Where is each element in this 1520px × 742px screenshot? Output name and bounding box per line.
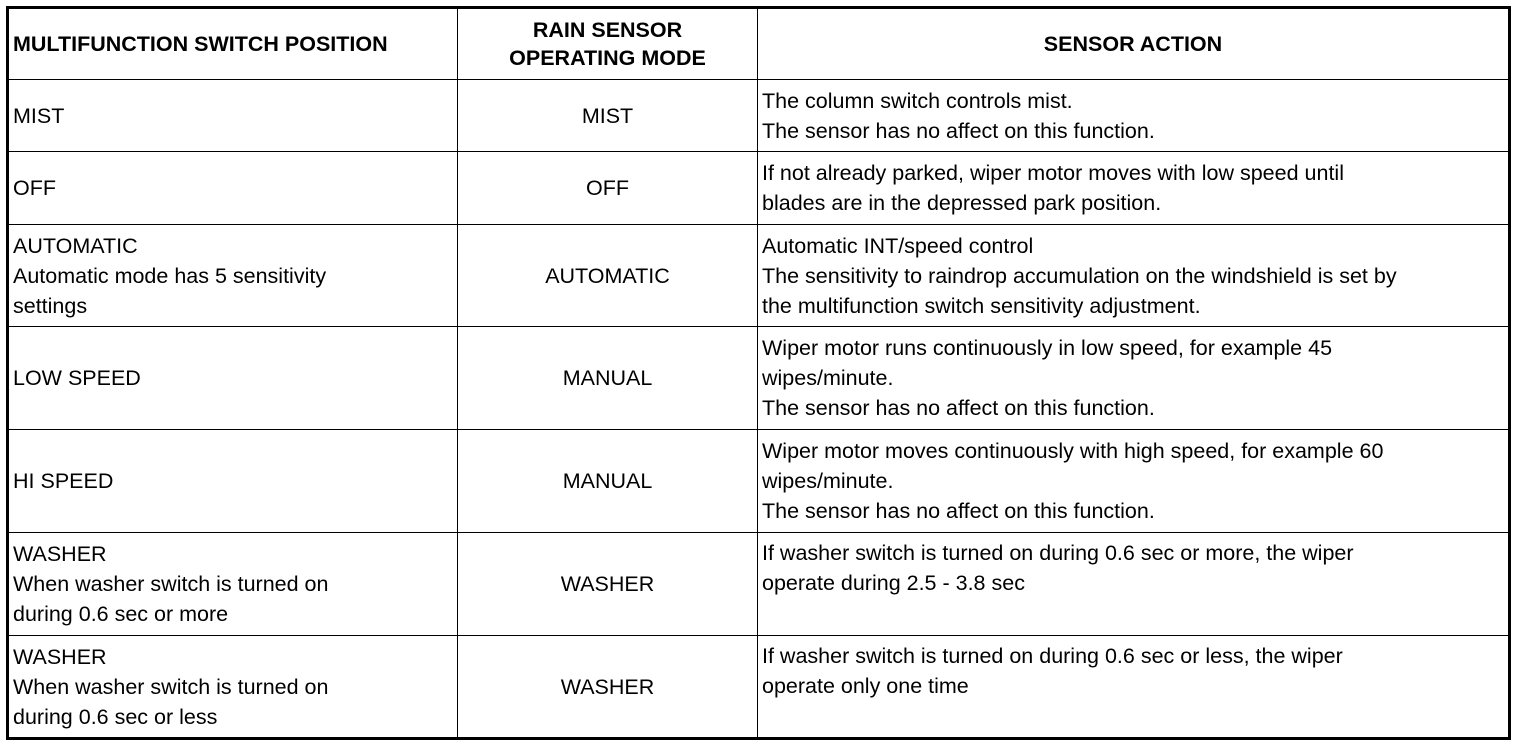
wiper-function-table (6, 6, 1511, 740)
cell-sensor-action: If not already parked, wiper motor moves with low speed until blades are in the depressed park position. (758, 152, 1510, 225)
header-switch-position: MULTIFUNCTION SWITCH POSITION (8, 8, 458, 80)
cell-operating-mode: WASHER (458, 636, 758, 739)
cell-switch-position: HI SPEED (8, 430, 458, 533)
cell-sensor-action: The column switch controls mist. The sensor has no affect on this function. (758, 80, 1510, 152)
header-row (8, 8, 1510, 80)
cell-switch-position: MIST (8, 80, 458, 152)
cell-sensor-action: If washer switch is turned on during 0.6 sec or more, the wiper operate during 2.5 - 3.8 sec (758, 533, 1510, 636)
header-operating-mode: RAIN SENSOR OPERATING MODE (458, 8, 758, 80)
cell-switch-position: OFF (8, 152, 458, 225)
table-row (8, 152, 1510, 225)
cell-sensor-action: Wiper motor runs continuously in low speed, for example 45 wipes/minute. The sensor has no affect on this function. (758, 327, 1510, 430)
cell-switch-position: WASHER When washer switch is turned on during 0.6 sec or less (8, 636, 458, 739)
cell-operating-mode: MIST (458, 80, 758, 152)
cell-operating-mode: AUTOMATIC (458, 225, 758, 327)
table-row (8, 636, 1510, 739)
cell-sensor-action: Automatic INT/speed control The sensitivity to raindrop accumulation on the windshield is set by the multifunction switch sensitivity adjustment. (758, 225, 1510, 327)
cell-operating-mode: WASHER (458, 533, 758, 636)
cell-operating-mode: MANUAL (458, 430, 758, 533)
cell-operating-mode: OFF (458, 152, 758, 225)
table-row (8, 80, 1510, 152)
cell-switch-position: AUTOMATIC Automatic mode has 5 sensitivity settings (8, 225, 458, 327)
cell-switch-position: LOW SPEED (8, 327, 458, 430)
cell-sensor-action: If washer switch is turned on during 0.6 sec or less, the wiper operate only one time (758, 636, 1510, 739)
table-row (8, 327, 1510, 430)
cell-sensor-action: Wiper motor moves continuously with high speed, for example 60 wipes/minute. The sensor has no affect on this function. (758, 430, 1510, 533)
header-sensor-action: SENSOR ACTION (758, 8, 1510, 80)
table-row (8, 430, 1510, 533)
table-row (8, 225, 1510, 327)
table-row (8, 533, 1510, 636)
cell-operating-mode: MANUAL (458, 327, 758, 430)
cell-switch-position: WASHER When washer switch is turned on during 0.6 sec or more (8, 533, 458, 636)
